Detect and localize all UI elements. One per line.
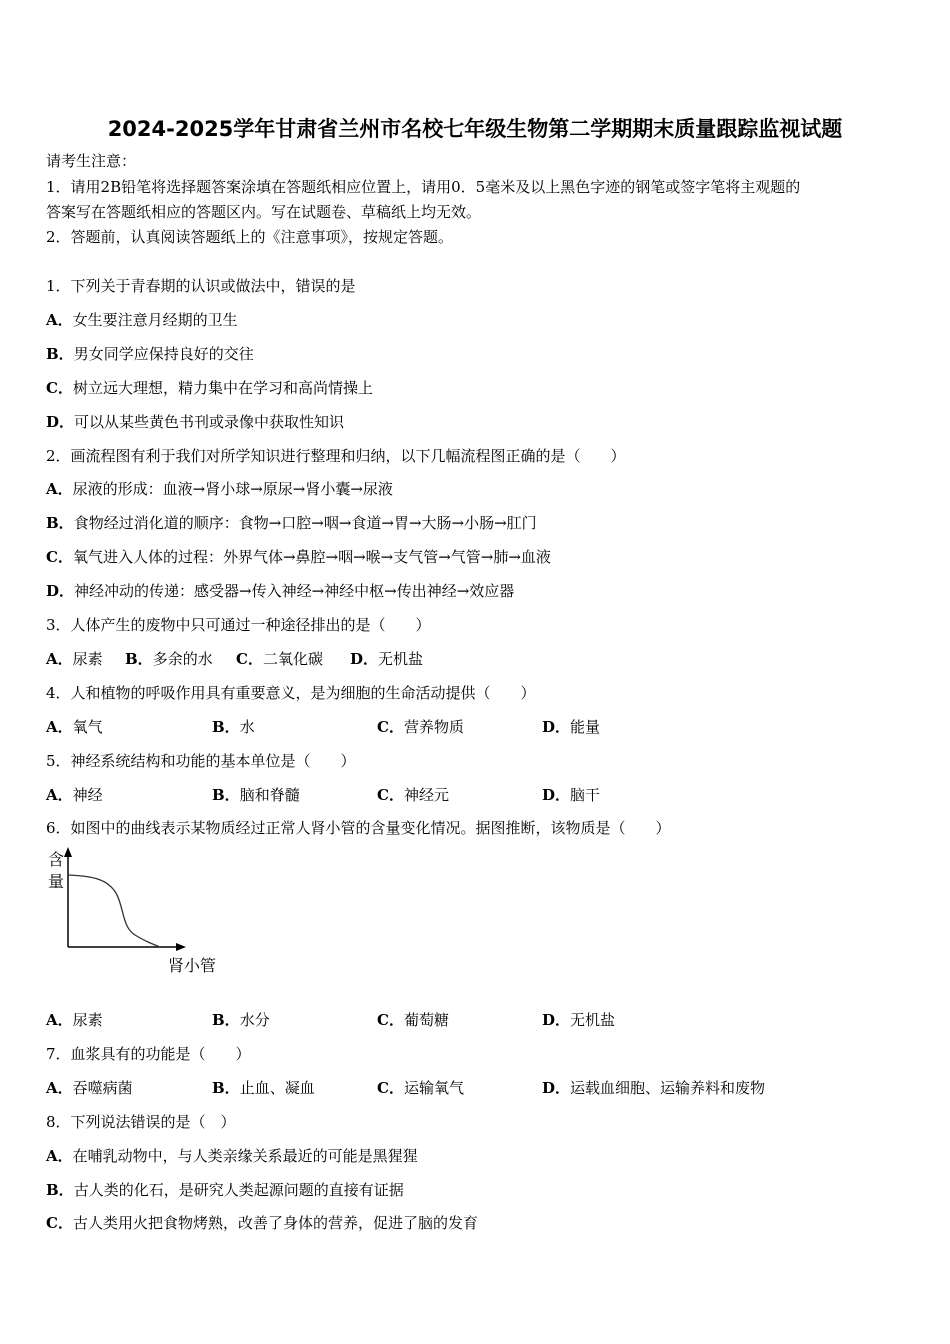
answer-option bbox=[46, 547, 551, 567]
x-axis-arrow bbox=[176, 943, 186, 951]
option-letter: C． bbox=[46, 1214, 73, 1233]
option-letter: A． bbox=[46, 717, 73, 736]
option-text: 神经 bbox=[72, 785, 103, 804]
y-axis-arrow bbox=[64, 847, 72, 857]
question-stem: 7．血浆具有的功能是（ ） bbox=[46, 1044, 251, 1063]
answer-option bbox=[46, 479, 393, 499]
notice-line: 1．请用2B铅笔将选择题答案涂填在答题纸相应位置上，请用0．5毫米及以上黑色字迹的钢笔或签字笔将主观题的 bbox=[46, 178, 801, 196]
option-letter: A． bbox=[46, 785, 73, 804]
question-stem: 5．神经系统结构和功能的基本单位是（ ） bbox=[46, 751, 356, 770]
option-letter: B． bbox=[212, 717, 240, 736]
option-text: 营养物质 bbox=[403, 717, 464, 736]
answer-option bbox=[46, 1213, 478, 1233]
option-text: 吞噬病菌 bbox=[72, 1078, 133, 1097]
option-letter: A． bbox=[46, 310, 73, 329]
option-letter: D． bbox=[542, 1078, 571, 1097]
option-text: 无机盐 bbox=[570, 1011, 616, 1029]
option-letter: D． bbox=[542, 717, 571, 736]
option-text: 运载血细胞、运输养料和废物 bbox=[570, 1078, 766, 1097]
answer-option bbox=[212, 785, 300, 805]
option-letter: D． bbox=[542, 1011, 571, 1029]
option-text: 二氧化碳 bbox=[262, 649, 323, 668]
option-letter: B． bbox=[46, 514, 74, 533]
y-axis-label-1: 含 bbox=[48, 850, 65, 869]
option-letter: A． bbox=[46, 1078, 73, 1097]
option-letter: C． bbox=[377, 1011, 404, 1029]
option-text: 神经冲动的传递：感受器→传入神经→神经中枢→传出神经→效应器 bbox=[74, 582, 515, 601]
option-text: 尿素 bbox=[72, 1011, 103, 1029]
answer-option bbox=[46, 717, 103, 737]
option-letter: A． bbox=[46, 1011, 73, 1029]
notice-line: 2．答题前，认真阅读答题纸上的《注意事项》，按规定答题。 bbox=[46, 228, 454, 246]
page-title: 2024-2025学年甘肃省兰州市名校七年级生物第二学期期末质量跟踪监视试题 bbox=[107, 117, 843, 141]
option-text: 氧气 bbox=[72, 717, 103, 736]
option-text: 可以从某些黄色书刊或录像中获取性知识 bbox=[74, 412, 345, 431]
option-letter: D． bbox=[350, 649, 379, 668]
option-letter: B． bbox=[125, 649, 153, 668]
answer-option bbox=[46, 1010, 103, 1030]
content-curve bbox=[68, 875, 160, 947]
option-letter: C． bbox=[377, 785, 404, 804]
option-letter: B． bbox=[212, 1078, 240, 1097]
option-text: 尿液的形成：血液→肾小球→原尿→肾小囊→尿液 bbox=[72, 480, 393, 499]
kidney-tubule-curve-figure bbox=[40, 845, 240, 980]
answer-option bbox=[212, 717, 255, 737]
question-stem: 2．画流程图有利于我们对所学知识进行整理和归纳，以下几幅流程图正确的是（ ） bbox=[46, 446, 626, 465]
answer-option bbox=[542, 1078, 765, 1098]
y-axis-label-2: 量 bbox=[48, 872, 65, 891]
option-letter: D． bbox=[46, 412, 75, 431]
answer-option bbox=[46, 513, 537, 533]
option-text: 在哺乳动物中，与人类亲缘关系最近的可能是黑猩猩 bbox=[72, 1146, 418, 1165]
option-text: 古人类用火把食物烤熟，改善了身体的营养，促进了脑的发育 bbox=[72, 1214, 478, 1233]
answer-option bbox=[46, 412, 344, 432]
option-letter: D． bbox=[46, 582, 75, 601]
question-stem: 8．下列说法错误的是（ ） bbox=[46, 1112, 236, 1131]
option-letter: C． bbox=[377, 717, 404, 736]
answer-option bbox=[46, 378, 373, 398]
option-letter: B． bbox=[46, 344, 74, 363]
question-stem: 3．人体产生的废物中只可通过一种途径排出的是（ ） bbox=[46, 616, 431, 634]
answer-option bbox=[46, 649, 103, 669]
option-text: 古人类的化石，是研究人类起源问题的直接有证据 bbox=[73, 1180, 404, 1199]
option-letter: A． bbox=[46, 480, 73, 499]
option-text: 止血、凝血 bbox=[239, 1078, 315, 1097]
answer-option bbox=[46, 310, 238, 330]
option-text: 女生要注意月经期的卫生 bbox=[72, 310, 238, 329]
option-letter: D． bbox=[542, 785, 571, 804]
option-letter: C． bbox=[377, 1078, 404, 1097]
answer-option bbox=[46, 581, 514, 601]
answer-option bbox=[377, 785, 449, 805]
answer-option bbox=[542, 785, 600, 805]
answer-option bbox=[125, 649, 213, 669]
answer-option bbox=[46, 1078, 133, 1098]
question-stem: 6．如图中的曲线表示某物质经过正常人肾小管的含量变化情况。据图推断，该物质是（ ） bbox=[46, 819, 671, 838]
answer-option bbox=[542, 717, 600, 737]
option-text: 神经元 bbox=[403, 785, 449, 804]
option-text: 氧气进入人体的过程：外界气体→鼻腔→咽→喉→支气管→气管→肺→血液 bbox=[72, 548, 551, 567]
option-letter: A． bbox=[46, 649, 73, 668]
option-letter: A． bbox=[46, 1146, 73, 1165]
option-text: 脑和脊髓 bbox=[239, 785, 300, 804]
option-text: 运输氧气 bbox=[403, 1078, 464, 1097]
answer-option bbox=[542, 1010, 615, 1030]
answer-option bbox=[46, 785, 103, 805]
option-text: 男女同学应保持良好的交往 bbox=[73, 344, 254, 363]
answer-option bbox=[46, 1146, 418, 1166]
option-letter: C． bbox=[46, 378, 73, 397]
question-stem: 4．人和植物的呼吸作用具有重要意义，是为细胞的生命活动提供（ ） bbox=[46, 683, 536, 702]
option-text: 葡萄糖 bbox=[403, 1011, 449, 1029]
option-letter: B． bbox=[212, 785, 240, 804]
x-axis-label: 肾小管 bbox=[168, 956, 217, 975]
option-text: 水分 bbox=[239, 1011, 270, 1029]
option-text: 无机盐 bbox=[378, 649, 424, 668]
option-text: 脑干 bbox=[570, 785, 601, 804]
option-letter: B． bbox=[46, 1180, 74, 1199]
option-letter: B． bbox=[212, 1011, 240, 1029]
answer-option bbox=[46, 1180, 404, 1200]
question-stem: 1．下列关于青春期的认识或做法中，错误的是 bbox=[46, 277, 356, 295]
option-text: 食物经过消化道的顺序：食物→口腔→咽→食道→胃→大肠→小肠→肛门 bbox=[73, 514, 537, 533]
option-text: 能量 bbox=[570, 717, 601, 736]
answer-option bbox=[377, 1010, 449, 1030]
answer-option bbox=[377, 717, 464, 737]
option-letter: C． bbox=[236, 649, 263, 668]
notice-heading: 请考生注意： bbox=[46, 152, 137, 170]
answer-option bbox=[350, 649, 423, 669]
option-text: 水 bbox=[239, 717, 255, 736]
answer-option bbox=[212, 1078, 315, 1098]
answer-option bbox=[236, 649, 323, 669]
option-text: 树立远大理想，精力集中在学习和高尚情操上 bbox=[72, 378, 373, 397]
answer-option bbox=[212, 1010, 270, 1030]
option-letter: C． bbox=[46, 548, 73, 567]
answer-option bbox=[46, 344, 254, 364]
option-text: 多余的水 bbox=[152, 649, 213, 668]
option-text: 尿素 bbox=[72, 649, 103, 668]
answer-option bbox=[377, 1078, 464, 1098]
notice-line: 答案写在答题纸相应的答题区内。写在试题卷、草稿纸上均无效。 bbox=[46, 203, 482, 221]
